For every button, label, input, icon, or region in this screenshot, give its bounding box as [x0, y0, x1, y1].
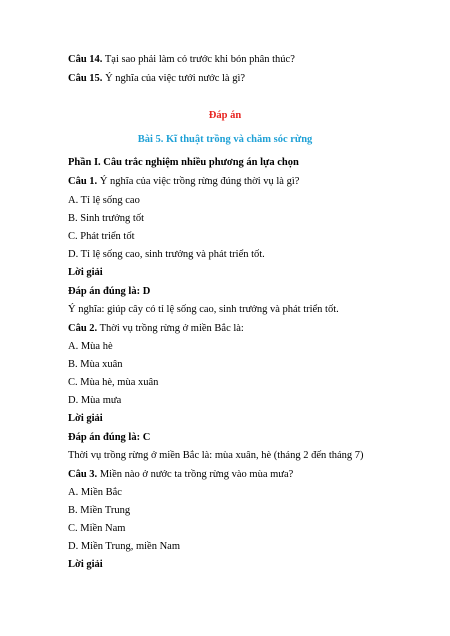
option-b: B. Mùa xuân [68, 359, 123, 370]
solution-label: Lời giải [68, 267, 103, 278]
option-a: A. Tỉ lệ sống cao [68, 195, 140, 206]
option-d: D. Miền Trung, miền Nam [68, 541, 181, 552]
option-d: D. Mùa mưa [68, 395, 122, 406]
question-text: Ý nghĩa của việc tưới nước là gì? [102, 73, 246, 84]
question-text: Tại sao phải làm cỏ trước khi bón phân thúc? [102, 54, 295, 65]
part-title: Phần I. Câu trắc nghiệm nhiều phương án lựa chọn [68, 157, 299, 168]
question-text: Miền nào ở nước ta trồng rừng vào mùa mưa? [97, 469, 294, 480]
question-3 [68, 468, 430, 482]
question-number: Câu 15. [68, 73, 103, 84]
question-1 [68, 175, 430, 189]
explanation: Ý nghĩa: giúp cây có tỉ lệ sống cao, sinh trưởng và phát triển tốt. [68, 304, 339, 315]
question-number: Câu 14. [68, 54, 103, 65]
lesson-title: Bài 5. Kĩ thuật trồng và chăm sóc rừng [137, 134, 313, 145]
question-text: Thời vụ trồng rừng ở miền Bắc là: [97, 323, 244, 334]
answer-heading: Đáp án [208, 110, 242, 121]
question-text: Ý nghĩa của việc trồng rừng đúng thời vụ là gì? [97, 176, 300, 187]
question-2 [68, 322, 430, 336]
option-c: C. Miền Nam [68, 523, 126, 534]
question-number: Câu 2. [68, 323, 98, 334]
question-15 [68, 72, 430, 86]
correct-answer: Đáp án đúng là: D [68, 286, 151, 297]
explanation: Thời vụ trồng rừng ở miền Bắc là: mùa xuân, hè (tháng 2 đến tháng 7) [68, 450, 364, 461]
option-b: B. Sinh trưởng tốt [68, 213, 145, 224]
option-b: B. Miền Trung [68, 505, 131, 516]
question-14 [68, 53, 430, 67]
question-number: Câu 1. [68, 176, 98, 187]
option-a: A. Miền Bắc [68, 487, 122, 498]
option-a: A. Mùa hè [68, 341, 113, 352]
option-d: D. Tỉ lệ sống cao, sinh trưởng và phát triển tốt. [68, 249, 265, 260]
solution-label: Lời giải [68, 559, 103, 570]
option-c: C. Mùa hè, mùa xuân [68, 377, 159, 388]
question-number: Câu 3. [68, 469, 98, 480]
solution-label: Lời giải [68, 413, 103, 424]
correct-answer: Đáp án đúng là: C [68, 432, 151, 443]
option-c: C. Phát triển tốt [68, 231, 135, 242]
